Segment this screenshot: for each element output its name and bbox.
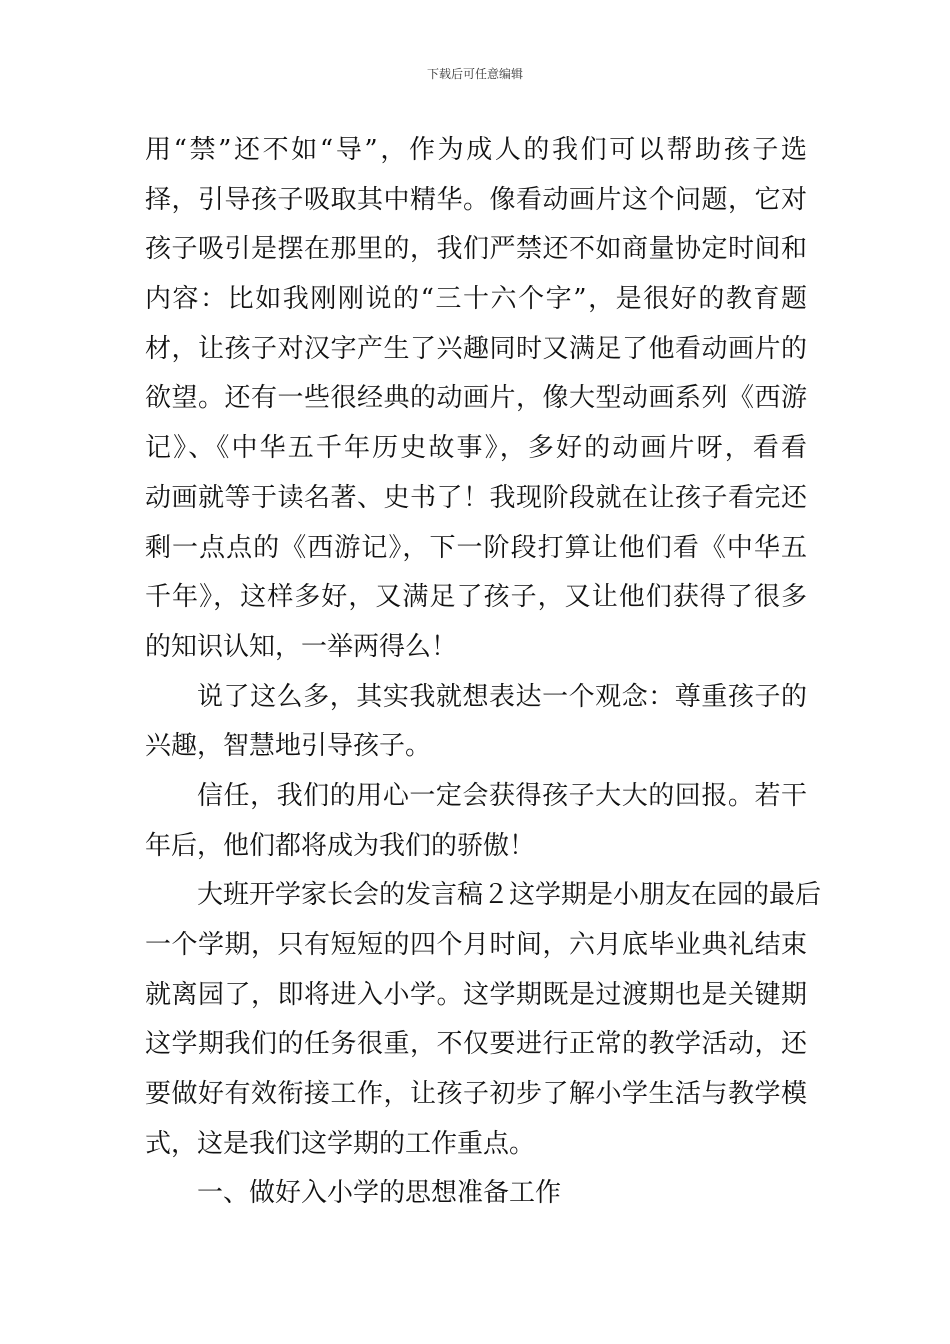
text-line: 这学期我们的任务很重，不仅要进行正常的教学活动，还 bbox=[145, 1029, 807, 1060]
text-line: 一、做好入小学的思想准备工作 bbox=[197, 1178, 562, 1209]
text-line: 的知识认知，一举两得么！ bbox=[145, 631, 458, 662]
text-line: 剩一点点的《西游记》，下一阶段打算让他们看《中华五 bbox=[145, 532, 807, 563]
text-line: 式，这是我们这学期的工作重点。 bbox=[145, 1128, 536, 1159]
text-line: 记》、《中华五千年历史故事》，多好的动画片呀，看看 bbox=[145, 433, 807, 464]
document-body bbox=[145, 126, 822, 1219]
text-line: 信任，我们的用心一定会获得孩子大大的回报。若干 bbox=[197, 780, 807, 811]
text-line: 千年》，这样多好，又满足了孩子，又让他们获得了很多 bbox=[145, 582, 807, 613]
text-line: 就离园了，即将进入小学。这学期既是过渡期也是关键期 bbox=[145, 979, 807, 1010]
page-header: 下载后可任意编辑 bbox=[426, 67, 523, 81]
text-line: 择，引导孩子吸取其中精华。像看动画片这个问题，它对 bbox=[145, 184, 807, 215]
text-line: 孩子吸引是摆在那里的，我们严禁还不如商量协定时间和 bbox=[145, 234, 807, 265]
text-line: 一个学期，只有短短的四个月时间，六月底毕业典礼结束 bbox=[145, 930, 807, 960]
text-line: 动画就等于读名著、史书了！我现阶段就在让孩子看完还 bbox=[145, 482, 807, 513]
text-line: 材，让孩子对汉字产生了兴趣同时又满足了他看动画片的 bbox=[145, 333, 807, 364]
text-line: 年后，他们都将成为我们的骄傲！ bbox=[145, 830, 536, 861]
text-line: 内容：比如我刚刚说的“三十六个字”，是很好的教育题 bbox=[145, 284, 807, 315]
text-line: 用“禁”还不如“导”，作为成人的我们可以帮助孩子选 bbox=[145, 135, 807, 165]
text-line: 大班开学家长会的发言稿２这学期是小朋友在园的最后 bbox=[197, 880, 822, 911]
text-line: 要做好有效衔接工作，让孩子初步了解小学生活与教学模 bbox=[145, 1079, 807, 1110]
text-line: 兴趣，智慧地引导孩子。 bbox=[145, 731, 432, 762]
text-line: 说了这么多，其实我就想表达一个观念：尊重孩子的 bbox=[197, 681, 807, 712]
text-line: 欲望。还有一些很经典的动画片，像大型动画系列《西游 bbox=[145, 383, 807, 414]
